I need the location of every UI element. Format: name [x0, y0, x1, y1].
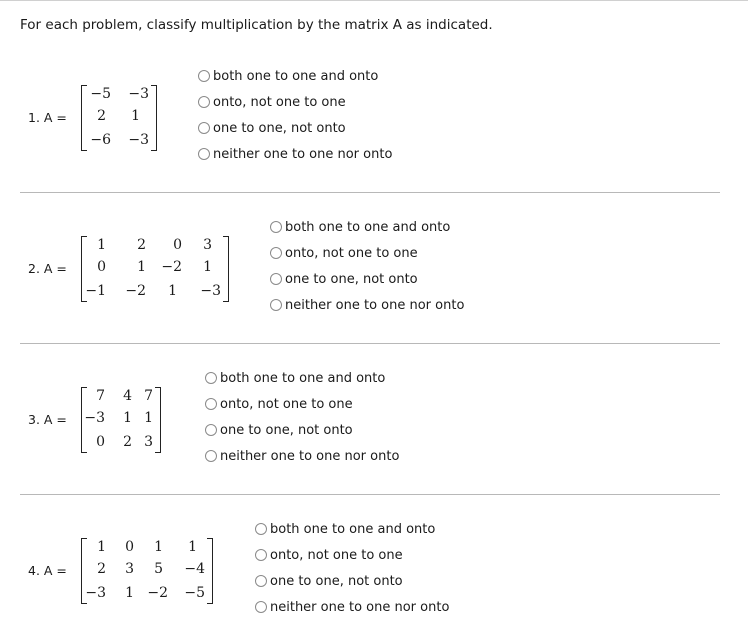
matrix-row: [81, 429, 161, 455]
matrix-cell: 1: [168, 283, 177, 299]
section-divider: [20, 494, 720, 495]
option-label: onto, not one to one: [270, 547, 403, 563]
matrix-cell: −3: [84, 410, 105, 426]
instructions: For each problem, classify multiplication by the matrix A as indicated.: [20, 17, 493, 33]
matrix-cell: −3: [128, 132, 149, 148]
matrix-row: [81, 556, 213, 582]
radio-option-both[interactable]: [255, 519, 435, 539]
matrix-cell: 7: [96, 388, 105, 404]
problem-3-label: 3. A =: [28, 412, 67, 427]
radio-button-icon[interactable]: [198, 96, 210, 108]
matrix-cell: 7: [144, 388, 153, 404]
matrix-cell: −2: [147, 585, 168, 601]
matrix-3: [81, 387, 161, 453]
radio-option-one-to-one[interactable]: [205, 420, 353, 440]
radio-option-onto[interactable]: [198, 92, 346, 112]
radio-option-both[interactable]: [270, 217, 450, 237]
matrix-cell: −3: [128, 86, 149, 102]
option-label: neither one to one nor onto: [285, 297, 465, 313]
matrix-cell: 2: [97, 561, 106, 577]
radio-button-icon[interactable]: [270, 247, 282, 259]
radio-option-neither[interactable]: [255, 597, 449, 617]
radio-button-icon[interactable]: [205, 372, 217, 384]
radio-button-icon[interactable]: [255, 549, 267, 561]
radio-button-icon[interactable]: [255, 601, 267, 613]
matrix-cell: 3: [144, 434, 153, 450]
matrix-2: [81, 236, 229, 302]
matrix-row: [81, 254, 229, 280]
matrix-cell: 1: [144, 410, 153, 426]
matrix-cell: 1: [188, 539, 197, 555]
radio-option-one-to-one[interactable]: [198, 118, 346, 138]
radio-button-icon[interactable]: [255, 523, 267, 535]
radio-option-neither[interactable]: [198, 144, 392, 164]
matrix-cell: 0: [96, 434, 105, 450]
matrix-cell: 4: [123, 388, 132, 404]
matrix-cell: 1: [154, 539, 163, 555]
matrix-cell: 1: [131, 108, 140, 124]
matrix-row: [81, 127, 157, 153]
matrix-cell: 1: [123, 410, 132, 426]
matrix-4: [81, 538, 213, 604]
radio-button-icon[interactable]: [198, 122, 210, 134]
radio-button-icon[interactable]: [205, 398, 217, 410]
matrix-cell: −2: [125, 283, 146, 299]
matrix-cell: −4: [184, 561, 205, 577]
radio-button-icon[interactable]: [270, 299, 282, 311]
matrix-cell: 0: [173, 237, 182, 253]
matrix-cell: −5: [184, 585, 205, 601]
matrix-row: [81, 580, 213, 606]
radio-button-icon[interactable]: [270, 273, 282, 285]
option-label: neither one to one nor onto: [213, 146, 393, 162]
matrix-cell: 5: [154, 561, 163, 577]
top-border: [0, 0, 748, 1]
matrix-cell: −3: [200, 283, 221, 299]
radio-button-icon[interactable]: [205, 450, 217, 462]
section-divider: [20, 192, 720, 193]
radio-option-onto[interactable]: [255, 545, 403, 565]
radio-option-onto[interactable]: [270, 243, 418, 263]
matrix-cell: 3: [125, 561, 134, 577]
problem-4-label: 4. A =: [28, 563, 67, 578]
option-label: one to one, not onto: [220, 422, 353, 438]
option-label: one to one, not onto: [285, 271, 418, 287]
matrix-cell: −6: [90, 132, 111, 148]
radio-option-both[interactable]: [198, 66, 378, 86]
option-label: neither one to one nor onto: [220, 448, 400, 464]
matrix-row: [81, 278, 229, 304]
radio-option-one-to-one[interactable]: [255, 571, 403, 591]
problem-1-label: 1. A =: [28, 110, 67, 125]
matrix-cell: 3: [203, 237, 212, 253]
option-label: onto, not one to one: [213, 94, 346, 110]
radio-option-neither[interactable]: [205, 446, 399, 466]
radio-button-icon[interactable]: [198, 70, 210, 82]
matrix-cell: 1: [137, 259, 146, 275]
radio-button-icon[interactable]: [255, 575, 267, 587]
matrix-cell: 0: [97, 259, 106, 275]
matrix-row: [81, 103, 157, 129]
matrix-cell: −2: [161, 259, 182, 275]
matrix-cell: −1: [85, 283, 106, 299]
matrix-row: [81, 405, 161, 431]
radio-option-one-to-one[interactable]: [270, 269, 418, 289]
matrix-cell: 1: [97, 539, 106, 555]
option-label: neither one to one nor onto: [270, 599, 450, 615]
matrix-1: [81, 85, 157, 151]
matrix-cell: −3: [85, 585, 106, 601]
radio-option-both[interactable]: [205, 368, 385, 388]
matrix-cell: 1: [203, 259, 212, 275]
radio-option-onto[interactable]: [205, 394, 353, 414]
option-label: onto, not one to one: [220, 396, 353, 412]
radio-option-neither[interactable]: [270, 295, 464, 315]
option-label: onto, not one to one: [285, 245, 418, 261]
option-label: both one to one and onto: [213, 68, 379, 84]
section-divider: [20, 343, 720, 344]
option-label: one to one, not onto: [213, 120, 346, 136]
option-label: both one to one and onto: [270, 521, 436, 537]
option-label: both one to one and onto: [220, 370, 386, 386]
radio-button-icon[interactable]: [270, 221, 282, 233]
matrix-cell: 2: [123, 434, 132, 450]
problem-2-label: 2. A =: [28, 261, 67, 276]
matrix-cell: 1: [97, 237, 106, 253]
matrix-cell: 1: [125, 585, 134, 601]
matrix-cell: 2: [97, 108, 106, 124]
radio-button-icon[interactable]: [198, 148, 210, 160]
option-label: one to one, not onto: [270, 573, 403, 589]
option-label: both one to one and onto: [285, 219, 451, 235]
matrix-cell: 0: [125, 539, 134, 555]
matrix-cell: 2: [137, 237, 146, 253]
matrix-cell: −5: [90, 86, 111, 102]
radio-button-icon[interactable]: [205, 424, 217, 436]
